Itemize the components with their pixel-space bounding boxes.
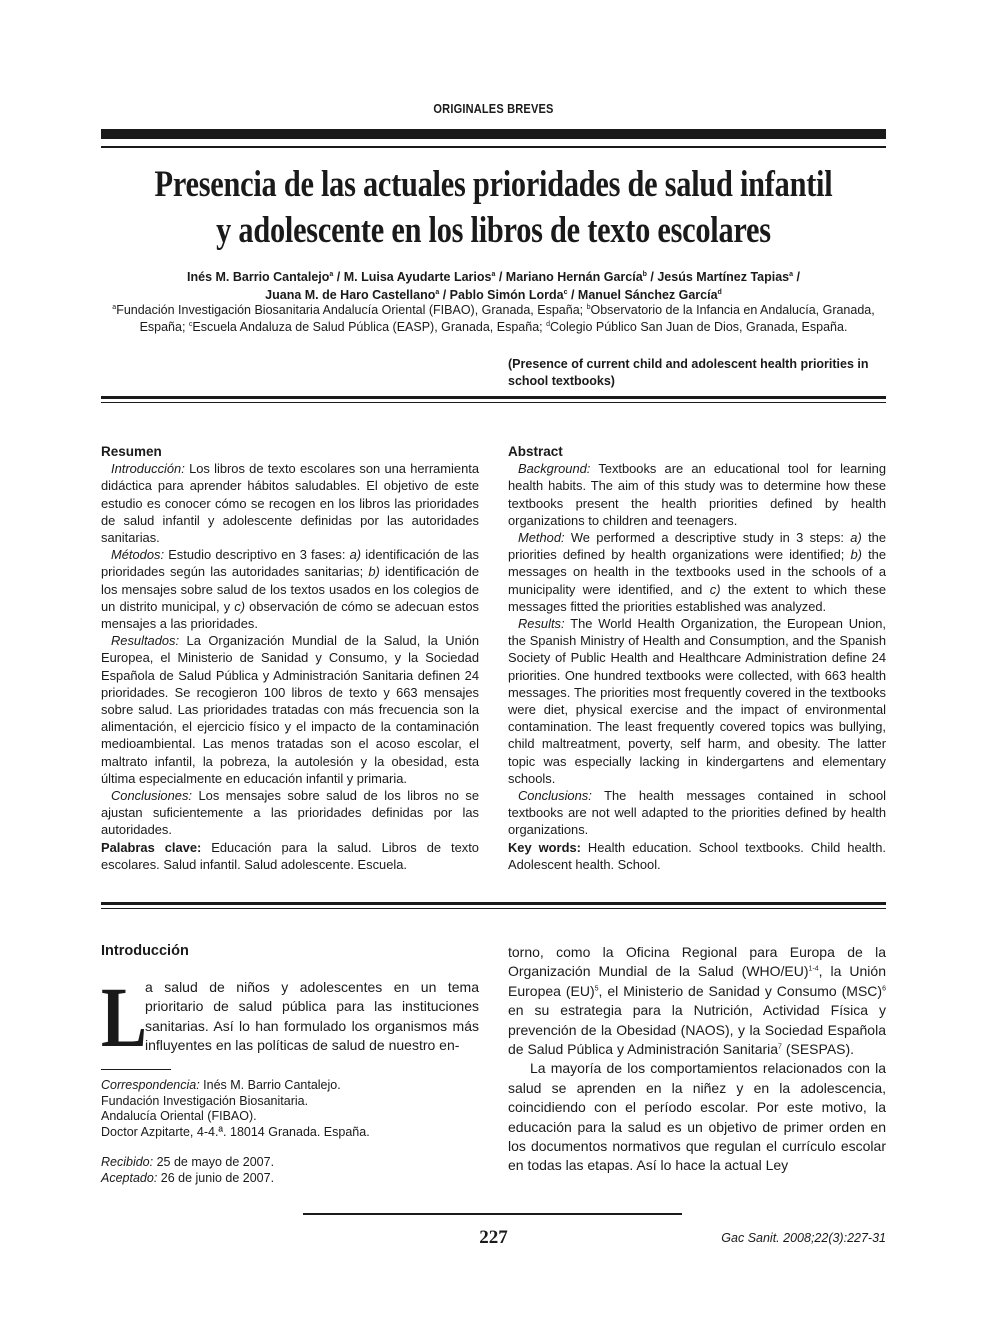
author-name: Mariano Hernán García [505,270,643,284]
introduccion-heading: Introducción [101,943,189,959]
footnote-line: Fundación Investigación Biosanitaria. [101,1093,309,1108]
section-label-inline: Conclusions: [518,788,592,804]
footnote-text: 25 de mayo de 2007. [153,1154,275,1169]
author-name: Inés M. Barrio Cantalejo [187,270,330,284]
author-separator: / [439,288,450,302]
footnote-line [101,1171,479,1187]
abstract-top-thin-rule [101,402,886,403]
footnote-label: Correspondencia: [101,1078,200,1092]
english-title: (Presence of current child and adolescent health priorities in school textbooks) [508,357,869,388]
footnote-line: Doctor Azpitarte, 4-4.ª. 18014 Granada. España. [101,1125,370,1140]
paragraph-text: The World Health Organization, the European Union, the Spanish Ministry of Health and Consumption, and the Spanish Society of Public Health and Healthcare Administration define 24 priorities. One hundred textbooks were collected, with 663 health messages. The priorities most frequently covered in the textbooks were diet, physical exercise and the impact of environmental contamination. The least frequently covered topics was bullying, child maltreatment, poverty, self harm, and obesity. The latter topic was especially lacking in kindergartens and elementary schools. [508,616,886,786]
abstract-column [508,443,886,873]
affiliation-marker: d [546,320,551,328]
affiliation-marker: c [563,288,568,296]
resumen-column [101,443,479,873]
list-marker: c) [709,581,721,597]
author-name: Pablo Simón Lorda [449,288,564,302]
paragraph-text: identificación de las prioridades según las autoridades sanitarias; [101,547,479,580]
abstract-top-thick-rule [101,396,886,399]
abstract-bottom-thick-rule [101,902,886,905]
intro-right-column [508,943,886,1176]
list-marker: a) [850,530,862,546]
affiliation-marker: b [586,303,591,311]
footnote-line [101,1078,479,1094]
top-thin-rule [101,146,886,148]
paragraph-text: the priorities defined by health organizations were identified; [508,530,886,563]
resumen-keywords [101,839,479,873]
paragraph-text: We performed a descriptive study in 3 steps: [564,530,851,546]
author-separator: / [495,270,506,284]
section-label-inline: Background: [518,461,591,477]
author-separator: / [333,270,344,284]
top-thick-rule [101,129,886,139]
author-separator: / [793,270,800,284]
abstract-conclusions [508,787,886,839]
affiliation-marker: c [188,320,193,328]
intro-left-column [101,969,479,1065]
section-label-inline: Results: [518,616,565,632]
footnote-text: Inés M. Barrio Cantalejo. [199,1078,341,1092]
journal-reference: Gac Sanit. 2008;22(3):227-31 [721,1231,886,1245]
section-label-inline: Conclusiones: [111,788,192,804]
paragraph-text: Textbooks are an educational tool for learning health habits. The aim of this study was to determine how these textbooks present the health priorities defined by health organizations to children and teenagers. [508,461,886,528]
abstract-heading: Abstract [508,444,563,459]
author-separator: / [646,270,658,284]
footnote-label: Aceptado: [101,1170,158,1185]
author-name: Jesús Martínez Tapias [657,270,790,284]
citation-marker: 7 [778,1043,782,1051]
author-name: Juana M. de Haro Castellano [265,288,436,302]
paragraph-text: The health messages contained in school textbooks are not well adapted to the priorities defined by health organizations. [508,788,886,838]
title-line-2: y adolescente en los libros de texto escolares [216,210,771,251]
affiliation-marker: a [491,270,496,278]
affiliation-marker: d [717,288,722,296]
list-marker: a) [349,547,362,563]
title-line-1: Presencia de las actuales prioridades de salud infantil [154,164,833,205]
affiliation-marker: a [329,270,334,278]
affiliation-text: Colegio Público San Juan de Dios, Granada, España. [550,320,848,334]
footnote-label: Recibido: [101,1154,154,1169]
abstract-keywords [508,839,886,873]
paragraph-text: Los libros de texto escolares son una herramienta didáctica para aprender hábitos saludables. El objetivo de este estudio es conocer cómo se recogen en los libros las prioridades de salud infantil y adolescente definidas por las autoridades sanitarias. [101,461,479,546]
affiliation-text: Escuela Andaluza de Salud Pública (EASP), Granada, España; [192,320,547,334]
affiliation-marker: a [789,270,794,278]
paragraph-text: Estudio descriptivo en 3 fases: [164,547,350,563]
footnote-spacer [101,1141,479,1155]
author-name: Manuel Sánchez García [577,288,718,302]
resumen-introduccion [101,460,479,546]
footnote-line [101,1155,479,1171]
paragraph-text: La Organización Mundial de la Salud, la Unión Europea, el Ministerio de Sanidad y Consumo, y la Sociedad Española de Salud Pública y Administración Sanitaria definen 24 prioridades. Se recogieron 100 libros de texto y 663 mensajes sobre salud. Las prioridades tratadas con más frecuencia son la alimentación, el ejercicio físico y el impacto de la contaminación medioambiental. Las menos tratadas son el acoso escolar, el maltrato infantil, la pobreza, la autolesión y la obesidad, esta última especialmente en educación infantil y primaria. [101,633,479,786]
list-marker: b) [368,564,380,580]
citation-marker: 1-4 [808,965,819,973]
paragraph-text: observación de cómo se adecuan estos mensajes a las prioridades. [101,598,479,632]
author-separator: / [567,288,578,302]
correspondence-footnote [101,1078,479,1186]
paragraph-text: torno, como la Oficina Regional para Europa de la Organización Mundial de la Salud (WHO/EU) [508,944,886,980]
resumen-heading: Resumen [101,444,162,459]
affiliation-text: Fundación Investigación Biosanitaria Andalucía Oriental (FIBAO), Granada, España; [116,303,587,317]
paragraph-text: identificación de los mensajes sobre salud de los textos usados en los colegios de un distrito municipal, y [101,564,479,614]
affiliation-marker: b [642,270,647,278]
resumen-conclusiones [101,787,479,839]
intro-paragraph: La mayoría de los comportamientos relacionados con la salud se aprenden en la niñez y en la adolescencia, coincidiendo con el período escolar. Por este motivo, la educación para la salud es un objetivo de primer orden en los documentos normativos que regulan el currículo escolar en todas las etapas. Así lo hace la actual Ley [508,1060,886,1174]
citation-marker: 5 [594,985,599,993]
footnote-line: Andalucía Oriental (FIBAO). [101,1109,257,1124]
author-list [100,268,887,304]
affiliations [100,302,887,336]
paragraph-text: a salud de niños y adolescentes en un tema prioritario de salud pública para las instituciones sanitarias. Así lo han formulado los organismos más influyentes en las políticas de salud de nuestro en- [145,979,479,1054]
affiliation-marker: a [435,288,440,296]
article-title [138,162,849,254]
section-label-inline: Introducción: [111,461,185,477]
resumen-metodos [101,546,479,632]
paragraph-text: the messages on health in the textbooks used in the schools of a municipality were identified, and [508,547,886,597]
paragraph-text: the extent to which these messages fitted the priorities established was analyzed. [508,581,886,614]
section-label-inline: Resultados: [111,633,180,649]
list-marker: b) [850,547,862,563]
affiliation-marker: a [112,303,117,311]
paragraph-text: Los mensajes sobre salud de los libros no se ajustan suficientemente a las prioridades definidas por las autoridades. [101,788,479,838]
footer-rule [303,1213,682,1215]
drop-cap: L [101,969,147,1065]
keywords-text: Health education. School textbooks. Child health. Adolescent health. School. [508,839,886,872]
keywords-label: Key words: [508,839,581,855]
keywords-label: Palabras clave: [101,839,202,855]
paragraph-text: en su estrategia para la Nutrición, Actividad Física y prevención de la Obesidad (NAOS), y la Sociedad Española de Salud Pública y Administración Sanitaria [508,1002,886,1058]
abstract-bottom-thin-rule [101,908,886,909]
section-label: ORIGINALES BREVES [433,101,554,116]
list-marker: c) [234,598,246,614]
abstract-background [508,460,886,529]
page-number: 227 [479,1227,508,1248]
intro-paragraph [508,943,886,1059]
citation-marker: 6 [882,985,886,993]
abstract-method [508,529,886,615]
abstract-results [508,615,886,787]
footnote-text: 26 de junio de 2007. [157,1170,275,1185]
resumen-resultados [101,632,479,787]
paragraph-text: , la Unión Europea (EU) [508,963,886,999]
keywords-text: Educación para la salud. Libros de texto escolares. Salud infantil. Salud adolescente. Escuela. [101,839,479,872]
section-label-inline: Method: [518,530,565,546]
section-label-inline: Métodos: [111,547,165,563]
footnote-rule [101,1069,171,1070]
paragraph-text: , el Ministerio de Sanidad y Consumo (MSC) [598,982,883,999]
paragraph-text: (SESPAS). [781,1041,855,1058]
author-name: M. Luisa Ayudarte Larios [343,270,492,284]
affiliation-text: Observatorio de la Infancia en Andalucía, Granada, España; [139,303,875,334]
